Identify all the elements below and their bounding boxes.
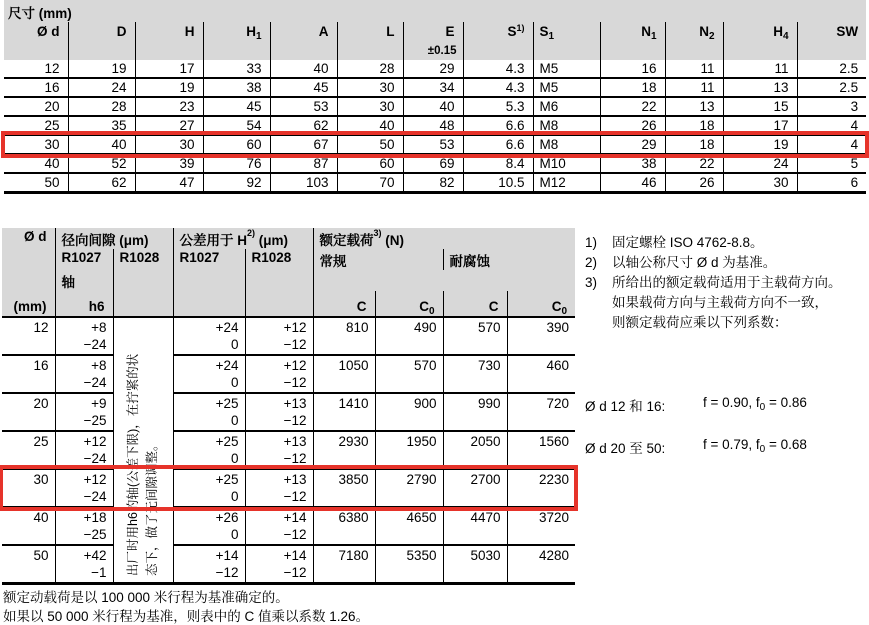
col-header-diameter: Ø d xyxy=(2,228,55,249)
footnote-marker-3: 3) xyxy=(373,228,382,238)
table-cell: +12 −24 xyxy=(55,431,113,469)
footnote-3-number: 3) xyxy=(585,275,598,290)
col-group-radial-clearance: 径向间隙 (μm) xyxy=(55,228,173,249)
table-cell: +25 0 xyxy=(173,431,245,469)
col-header-corrosion-resistant: 耐腐蚀 xyxy=(443,249,575,270)
table-cell: 87 xyxy=(270,154,337,173)
table-cell: +18 −25 xyxy=(55,507,113,545)
table-cell: 3720 xyxy=(538,510,570,525)
dimensions-table-title: 尺寸 (mm) xyxy=(4,0,866,22)
col-header-c-normal: C xyxy=(313,291,375,317)
footer-line-2: 如果以 50 000 米行程为基准，则表中的 C 值乘以系数 1.26。 xyxy=(3,609,370,624)
table-cell: 34 xyxy=(403,78,463,97)
col-header-r1027: R1027 xyxy=(55,249,113,270)
column-header: A xyxy=(270,22,337,60)
footnote-3 xyxy=(585,273,869,333)
table-cell: +13 −12 xyxy=(245,393,313,431)
table-cell: 50 xyxy=(4,173,68,193)
table-cell: 6 xyxy=(850,175,859,190)
table-cell: +25 0 xyxy=(173,469,245,507)
column-header: SW xyxy=(797,22,866,60)
table-cell: 103 xyxy=(270,173,337,193)
table-cell: M12 xyxy=(533,173,600,193)
table-cell: 900 xyxy=(375,393,443,431)
table-cell: 38 xyxy=(203,78,270,97)
table-cell: 4 xyxy=(850,118,859,133)
table-cell: 60 xyxy=(337,154,403,173)
table-row xyxy=(2,317,575,355)
table-cell: 6.6 xyxy=(463,116,533,135)
factor-1-formula: f = 0.90, $f_0 = 0.86$ xyxy=(703,395,807,413)
table-cell: 67 xyxy=(270,135,337,154)
footnote-2 xyxy=(585,253,869,273)
table-cell: 3 xyxy=(850,99,859,114)
table-row xyxy=(4,135,866,154)
table-row xyxy=(2,431,575,469)
table-cell: +24 0 xyxy=(173,317,245,355)
table-cell: 2700 xyxy=(443,469,507,507)
table-cell: 4 xyxy=(850,137,859,152)
table-cell: 25 xyxy=(4,116,68,135)
table-cell: 40 xyxy=(68,135,135,154)
table-cell: 82 xyxy=(403,173,463,193)
table-cell: 52 xyxy=(68,154,135,173)
table-cell: 19 xyxy=(723,135,797,154)
footnote-2-number: 2) xyxy=(585,255,598,270)
table-cell: M5 xyxy=(533,78,600,97)
spec-header-series-row xyxy=(2,249,575,270)
col-header-shaft: 轴 xyxy=(55,270,113,291)
table-row xyxy=(2,507,575,545)
col-header-tol-r1027: R1027 xyxy=(173,249,245,270)
table-cell: 48 xyxy=(403,116,463,135)
table-cell: +26 0 xyxy=(173,507,245,545)
table-cell: 16 xyxy=(600,60,665,78)
factor-1-label: Ø d 12 和 16: xyxy=(585,399,666,414)
table-cell: 12 xyxy=(2,317,55,355)
table-cell: 1950 xyxy=(375,431,443,469)
table-cell: 10.5 xyxy=(463,173,533,193)
load-factor-line-2 xyxy=(585,437,807,457)
table-cell: 15 xyxy=(723,97,797,116)
table-cell: 1050 xyxy=(313,355,375,393)
table-cell: 5.3 xyxy=(463,97,533,116)
table-row xyxy=(4,78,866,97)
table-cell: 2.5 xyxy=(839,61,859,76)
spec-table-header xyxy=(2,228,575,317)
table-cell: 76 xyxy=(203,154,270,173)
table-cell: 24 xyxy=(723,154,797,173)
table-cell: M5 xyxy=(533,60,600,78)
table-cell: 390 xyxy=(546,320,570,335)
table-cell: 13 xyxy=(665,97,723,116)
table-cell: 40 xyxy=(4,154,68,173)
table-cell: M6 xyxy=(533,97,600,116)
table-cell: 5030 xyxy=(443,545,507,584)
table-cell: +8 −24 xyxy=(55,317,113,355)
table-cell: 22 xyxy=(665,154,723,173)
table-cell: +42 −1 xyxy=(55,545,113,584)
table-cell: 6.6 xyxy=(463,135,533,154)
table-cell: +25 0 xyxy=(173,393,245,431)
spec-header-unit-row xyxy=(2,291,575,317)
table-cell: 35 xyxy=(68,116,135,135)
footnote-3-text: 所给出的额定载荷适用于主载荷方向。 如果载荷方向与主载荷方向不一致， 则额定载荷应乘以下列系数： xyxy=(612,275,842,330)
footnote-marker-2: 2) xyxy=(247,228,256,238)
table-cell: 17 xyxy=(135,60,203,78)
table-cell: 19 xyxy=(68,60,135,78)
table-row xyxy=(4,116,866,135)
table-cell: 1410 xyxy=(313,393,375,431)
table-cell: 30 xyxy=(337,97,403,116)
table-cell: 11 xyxy=(665,78,723,97)
table-cell: 29 xyxy=(600,135,665,154)
dimensions-table-body xyxy=(4,60,866,193)
table-cell: 20 xyxy=(2,393,55,431)
col-group-load-rating: 额定载荷$^{3)}$ (N) xyxy=(313,228,575,249)
table-cell: 4.3 xyxy=(463,78,533,97)
table-cell: 5 xyxy=(850,156,859,171)
table-cell: 26 xyxy=(600,116,665,135)
table-cell: 19 xyxy=(135,78,203,97)
table-cell: 3850 xyxy=(313,469,375,507)
table-cell: 4.3 xyxy=(463,60,533,78)
table-cell: 730 xyxy=(443,355,507,393)
footnote-marker-1: 1) xyxy=(516,23,525,33)
table-row xyxy=(2,469,575,507)
table-cell: 4650 xyxy=(375,507,443,545)
table-cell: +8 −24 xyxy=(55,355,113,393)
table-cell: 38 xyxy=(600,154,665,173)
table-cell: 54 xyxy=(203,116,270,135)
table-cell: 53 xyxy=(403,135,463,154)
table-cell: 70 xyxy=(337,173,403,193)
table-cell: 40 xyxy=(2,507,55,545)
col-header-normal: 常规 xyxy=(313,249,443,270)
col-header-c-corrosion: C xyxy=(443,291,507,317)
table-cell: M8 xyxy=(533,135,600,154)
table-cell: 18 xyxy=(600,78,665,97)
table-cell: 40 xyxy=(337,116,403,135)
table-cell: 30 xyxy=(4,135,68,154)
table-cell: 40 xyxy=(403,97,463,116)
col-header-mm-unit: (mm) xyxy=(2,291,55,317)
table-cell: 53 xyxy=(270,97,337,116)
table-cell: 46 xyxy=(600,173,665,193)
table-row xyxy=(4,154,866,173)
table-cell: 30 xyxy=(723,173,797,193)
spec-header-group-row xyxy=(2,228,575,249)
footnote-1-number: 1) xyxy=(585,235,598,250)
table-cell: 1560 xyxy=(538,434,570,449)
table-cell: 40 xyxy=(270,60,337,78)
table-cell: M10 xyxy=(533,154,600,173)
load-factor-line-1 xyxy=(585,395,807,415)
table-cell: 990 xyxy=(443,393,507,431)
table-cell: 6380 xyxy=(313,507,375,545)
table-cell: 47 xyxy=(135,173,203,193)
col-group-tolerance: 公差用于 $H^{2)}$ (μm) xyxy=(173,228,313,249)
column-header: H xyxy=(135,22,203,60)
table-cell: 11 xyxy=(665,60,723,78)
factor-2-formula: f = 0.79, $f_0 = 0.68$ xyxy=(703,437,807,455)
table-cell: 28 xyxy=(68,97,135,116)
table-cell: 29 xyxy=(403,60,463,78)
table-cell: 2.5 xyxy=(839,80,859,95)
table-cell: 20 xyxy=(4,97,68,116)
table-cell: 570 xyxy=(443,317,507,355)
col-header-c0-normal: $C_0$ xyxy=(375,291,443,317)
column-header: E ±0.15 xyxy=(403,22,463,60)
table-cell: 25 xyxy=(2,431,55,469)
table-cell: 490 xyxy=(375,317,443,355)
table-cell: 30 xyxy=(2,469,55,507)
table-cell: +13 −12 xyxy=(245,469,313,507)
table-cell: 22 xyxy=(600,97,665,116)
table-cell: 2230 xyxy=(538,472,570,487)
table-cell: 92 xyxy=(203,173,270,193)
table-cell: 4280 xyxy=(538,548,570,563)
table-cell: 24 xyxy=(68,78,135,97)
table-cell: 4470 xyxy=(443,507,507,545)
table-cell: 18 xyxy=(665,135,723,154)
table-cell: 810 xyxy=(313,317,375,355)
table-cell: 18 xyxy=(665,116,723,135)
table-cell: 62 xyxy=(270,116,337,135)
table-cell: 720 xyxy=(546,396,570,411)
table-cell: 16 xyxy=(4,78,68,97)
table-cell: +14 −12 xyxy=(245,545,313,584)
footnote-1 xyxy=(585,233,869,253)
table-cell: 27 xyxy=(135,116,203,135)
table-cell: +14 −12 xyxy=(245,507,313,545)
column-header: L xyxy=(337,22,403,60)
table-cell: 7180 xyxy=(313,545,375,584)
table-cell: +24 0 xyxy=(173,355,245,393)
table-cell: +9 −25 xyxy=(55,393,113,431)
table-cell: 45 xyxy=(203,97,270,116)
table-cell: 2930 xyxy=(313,431,375,469)
table-cell: 26 xyxy=(665,173,723,193)
table-cell: 62 xyxy=(68,173,135,193)
table-cell: 2050 xyxy=(443,431,507,469)
table-cell: +12 −12 xyxy=(245,355,313,393)
vertical-note-text: 出厂时用h6的轴(公差下限)，在拧紧的状 态下，做了无间隙调整。 xyxy=(126,353,159,576)
table-row xyxy=(4,173,866,193)
table-cell: 11 xyxy=(723,60,797,78)
table-cell: 13 xyxy=(723,78,797,97)
vertical-note-cell xyxy=(113,317,173,584)
col-header-c0-corrosion: $C_0$ xyxy=(507,291,575,317)
spec-table-body xyxy=(2,317,575,584)
spec-table xyxy=(2,228,575,585)
column-header: $S^{1)}$ xyxy=(463,22,533,60)
table-cell: 69 xyxy=(403,154,463,173)
table-cell: 45 xyxy=(270,78,337,97)
table-cell: 8.4 xyxy=(463,154,533,173)
table-row xyxy=(4,60,866,78)
col-header-h6-fit: h6 xyxy=(55,291,113,317)
table-cell: 28 xyxy=(337,60,403,78)
table-cell: 30 xyxy=(135,135,203,154)
table-cell: 16 xyxy=(2,355,55,393)
footer-line-1: 额定动载荷是以 100 000 米行程为基准确定的。 xyxy=(3,590,289,605)
table-cell: 570 xyxy=(375,355,443,393)
column-header: $H_4$ xyxy=(723,22,797,60)
column-header: $H_1$ xyxy=(203,22,270,60)
table-cell: 33 xyxy=(203,60,270,78)
table-cell: 39 xyxy=(135,154,203,173)
table-cell: 2790 xyxy=(375,469,443,507)
table-cell: 50 xyxy=(337,135,403,154)
column-header: Ø d xyxy=(4,22,68,60)
table-row xyxy=(2,355,575,393)
dimensions-table-header-row xyxy=(4,22,866,60)
table-cell: 12 xyxy=(4,60,68,78)
dimensions-table-title-row xyxy=(4,0,866,22)
table-cell: 23 xyxy=(135,97,203,116)
table-cell: +12 −24 xyxy=(55,469,113,507)
table-row xyxy=(2,393,575,431)
tolerance-note: ±0.15 xyxy=(427,45,457,57)
table-cell: 5350 xyxy=(375,545,443,584)
footnotes-panel xyxy=(585,233,869,333)
col-header-tol-r1028: R1028 xyxy=(245,249,313,270)
table-cell: 60 xyxy=(203,135,270,154)
table-cell: +13 −12 xyxy=(245,431,313,469)
column-header: $N_1$ xyxy=(600,22,665,60)
footnote-2-text: 以轴公称尺寸 Ø d 为基准。 xyxy=(612,255,777,270)
table-cell: 460 xyxy=(546,358,570,373)
col-header-r1028: R1028 xyxy=(113,249,173,270)
table-cell: +14 −12 xyxy=(173,545,245,584)
dimensions-table xyxy=(4,0,866,194)
table-cell: 50 xyxy=(2,545,55,584)
spec-header-shaft-row xyxy=(2,270,575,291)
factor-2-label: Ø d 20 至 50: xyxy=(585,441,666,456)
table-row xyxy=(2,545,575,584)
table-cell: M8 xyxy=(533,116,600,135)
table-cell: 17 xyxy=(723,116,797,135)
column-header: $N_2$ xyxy=(665,22,723,60)
table-cell: 30 xyxy=(337,78,403,97)
column-header: D xyxy=(68,22,135,60)
table-cell: +12 −12 xyxy=(245,317,313,355)
column-header: $S_1$ xyxy=(533,22,600,60)
footnote-1-text: 固定螺栓 ISO 4762-8.8。 xyxy=(612,235,764,250)
table-row xyxy=(4,97,866,116)
